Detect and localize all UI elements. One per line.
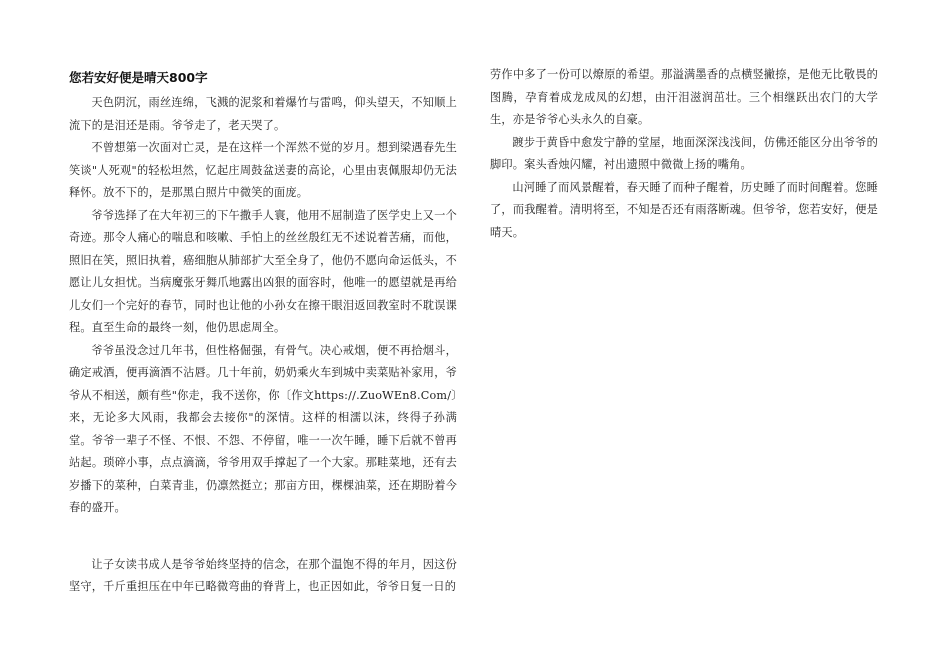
paragraph-2: 不曾想第一次面对亡灵，是在这样一个浑然不觉的岁月。想到梁遇春先生笑谈"人死观"的轻松坦然，忆起庄周鼓盆送妻的高论，心里由衷佩服却仍无法释怀。放不下的，是那黑白照片中微笑的面庞。 — [69, 141, 457, 199]
paragraph-7: 山河睡了而风景醒着，春天睡了而种子醒着，历史睡了而时间醒着。您睡了，而我醒着。清明将至，不知是否还有雨落断魂。但爷爷，您若安好，便是晴天。 — [490, 180, 878, 239]
paragraph-4: 爷爷虽没念过几年书，但性格倔强，有骨气。决心戒烟，便不再拾烟斗，确定戒酒，便再滴酒不沾唇。几十年前，奶奶乘火车到城中卖菜贴补家用，爷爷从不相送，颇有些"你走，我不送你，你〔作文https://.ZuoWEn8.Com/〕来，无论多大风雨，我都会去接你"的深情。这样的相濡以沫，终得子孙满堂。爷爷一辈子不怪、不恨、不怨、不停留，唯一一次午睡，睡下后就不曾再站起。琐碎小事，点点滴滴，爷爷用双手撑起了一个大家。那畦菜地，还有去岁播下的菜种，白菜青韭，仍凛然挺立；那亩方田，棵棵油菜，还在期盼着今春的盛开。 — [69, 343, 457, 514]
paragraph-5-continuation: 劳作中多了一份可以燎原的希望。那溢满墨香的点横竖撇捺，是他无比敬畏的图腾，孕育着成龙成凤的幻想，由汗泪滋润茁壮。三个相继跃出农门的大学生，亦是爷爷心头永久的自豪。 — [490, 68, 878, 126]
paragraph-5: 让子女读书成人是爷爷始终坚持的信念，在那个温饱不得的年月，因这份坚守，千斤重担压在中年已略微弯曲的脊背上，也正因如此，爷爷日复一日的 — [69, 557, 457, 593]
paragraph-3: 爷爷选择了在大年初三的下午撒手人寰，他用不屈制造了医学史上又一个奇迹。那令人痛心的喘息和咳嗽、手怕上的丝丝殷红无不述说着苦痛，而他，照旧在笑，照旧执着，癌细胞从肺部扩大至全身了，他仍不愿向命运低头，不愿让儿女担忧。当病魔张牙舞爪地露出凶狠的面容时，他唯一的愿望就是再给儿女们一个完好的春节，同时也让他的小孙女在擦干眼泪返回教室时不耽误课程。直至生命的最终一刻，他仍思虑周全。 — [69, 208, 457, 334]
paragraph-gap — [69, 520, 457, 554]
left-column — [69, 64, 457, 599]
article-title: 您若安好便是晴天800字 — [69, 70, 208, 85]
right-column — [490, 64, 878, 244]
paragraph-6: 踱步于黄昏中愈发宁静的堂屋，地面深深浅浅间，仿佛还能区分出爷爷的脚印。案头香烛闪耀，衬出遗照中微微上扬的嘴角。 — [490, 135, 878, 171]
paragraph-1: 天色阴沉，雨丝连绵，飞溅的泥浆和着爆竹与雷鸣，仰头望天，不知顺上流下的是泪还是雨。爷爷走了，老天哭了。 — [69, 96, 457, 132]
